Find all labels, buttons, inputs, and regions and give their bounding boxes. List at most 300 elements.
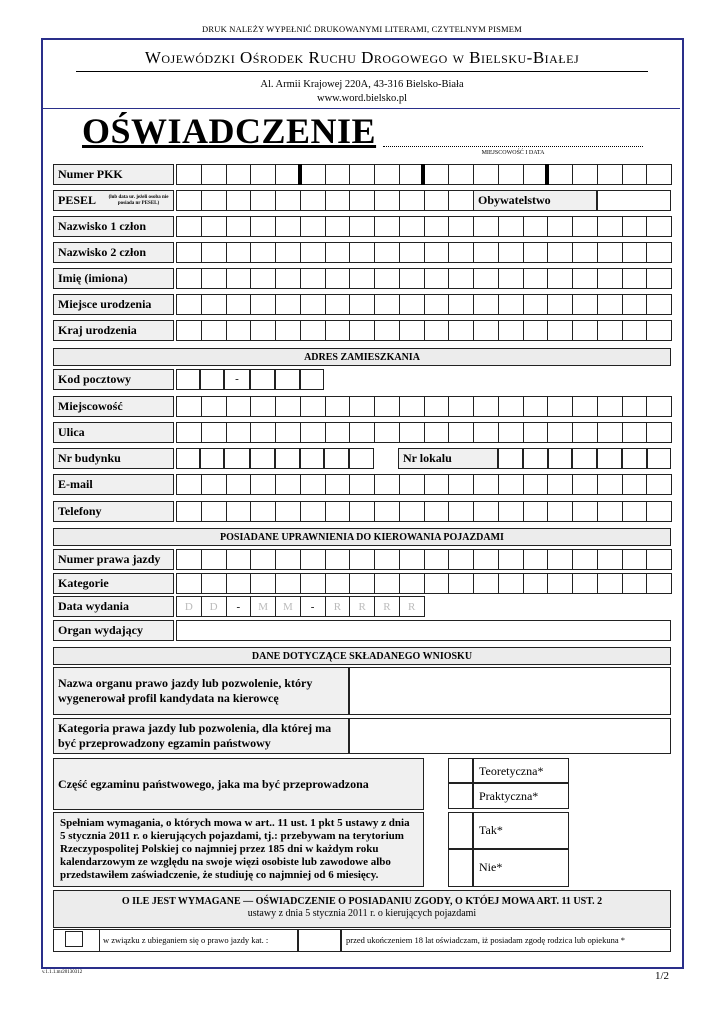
- first-names-cell[interactable]: [226, 268, 252, 289]
- email-cell[interactable]: [349, 474, 375, 495]
- birth-country-cell[interactable]: [448, 320, 474, 341]
- license-number-cell[interactable]: [201, 549, 227, 570]
- email-cell[interactable]: [176, 474, 202, 495]
- first-names-cell[interactable]: [349, 268, 375, 289]
- city-cell[interactable]: [201, 396, 227, 417]
- pkk-cell[interactable]: [498, 164, 524, 185]
- pkk-cell[interactable]: [572, 164, 598, 185]
- categories-cell[interactable]: [176, 573, 202, 594]
- building-cell[interactable]: [349, 448, 374, 469]
- surname2-cell[interactable]: [349, 242, 375, 263]
- categories-cell[interactable]: [250, 573, 276, 594]
- surname1-cell[interactable]: [448, 216, 474, 237]
- first-names-label: Imię (imiona): [53, 268, 174, 289]
- surname1-cell[interactable]: [622, 216, 648, 237]
- first-names-cell[interactable]: [176, 268, 202, 289]
- postal-code-cell[interactable]: [300, 369, 324, 390]
- pesel-cell[interactable]: [349, 190, 375, 211]
- pesel-cell[interactable]: [448, 190, 474, 211]
- pkk-cell[interactable]: [201, 164, 227, 185]
- email-cell[interactable]: [300, 474, 326, 495]
- surname1-cell[interactable]: [473, 216, 499, 237]
- date-cell[interactable]: D: [201, 596, 227, 617]
- birth-place-cell[interactable]: [498, 294, 524, 315]
- org-website[interactable]: www.word.bielsko.pl: [316, 93, 408, 104]
- email-cell[interactable]: [275, 474, 301, 495]
- email-cell[interactable]: [622, 474, 648, 495]
- categories-cell[interactable]: [523, 573, 549, 594]
- phones-cell[interactable]: [374, 501, 400, 522]
- surname2-cell[interactable]: [374, 242, 400, 263]
- birth-country-cell[interactable]: [226, 320, 252, 341]
- birth-country-cell[interactable]: [176, 320, 202, 341]
- surname1-cell[interactable]: [399, 216, 425, 237]
- postal-code-cell[interactable]: [250, 369, 275, 390]
- email-cell[interactable]: [424, 474, 450, 495]
- birth-place-cell[interactable]: [300, 294, 326, 315]
- phones-cell[interactable]: [349, 501, 375, 522]
- consent-checkbox[interactable]: [65, 931, 83, 947]
- pkk-cell[interactable]: [250, 164, 276, 185]
- apartment-cell[interactable]: [523, 448, 548, 469]
- categories-cell[interactable]: [325, 573, 351, 594]
- phones-cell[interactable]: [226, 501, 252, 522]
- phones-cell[interactable]: [523, 501, 549, 522]
- pesel-cell[interactable]: [201, 190, 227, 211]
- email-cell[interactable]: [473, 474, 499, 495]
- phones-cell[interactable]: [622, 501, 648, 522]
- birth-place-cell[interactable]: [275, 294, 301, 315]
- date-cell[interactable]: M: [275, 596, 301, 617]
- pkk-cell[interactable]: [300, 164, 326, 185]
- city-cell[interactable]: [448, 396, 474, 417]
- city-cell[interactable]: [473, 396, 499, 417]
- surname1-cell[interactable]: [374, 216, 400, 237]
- birth-country-cell[interactable]: [498, 320, 524, 341]
- surname1-cell[interactable]: [349, 216, 375, 237]
- categories-cell[interactable]: [572, 573, 598, 594]
- pkk-cell[interactable]: [448, 164, 474, 185]
- categories-cell[interactable]: [300, 573, 326, 594]
- surname1-cell[interactable]: [275, 216, 301, 237]
- building-cell[interactable]: [250, 448, 275, 469]
- street-cell[interactable]: [597, 422, 623, 443]
- birth-place-cell[interactable]: [523, 294, 549, 315]
- date-cell[interactable]: D: [176, 596, 202, 617]
- birth-country-cell[interactable]: [473, 320, 499, 341]
- phones-cell[interactable]: [473, 501, 499, 522]
- surname1-cell[interactable]: [597, 216, 623, 237]
- phones-cell[interactable]: [572, 501, 598, 522]
- surname2-cell[interactable]: [300, 242, 326, 263]
- birth-country-cell[interactable]: [300, 320, 326, 341]
- surname1-cell[interactable]: [498, 216, 524, 237]
- pesel-cell[interactable]: [399, 190, 425, 211]
- phones-cell[interactable]: [646, 501, 672, 522]
- email-cell[interactable]: [325, 474, 351, 495]
- date-cell[interactable]: R: [399, 596, 425, 617]
- date-cell[interactable]: M: [250, 596, 276, 617]
- phones-cell[interactable]: [275, 501, 301, 522]
- apartment-cell[interactable]: [548, 448, 572, 469]
- surname2-cell[interactable]: [597, 242, 623, 263]
- surname2-cell[interactable]: [325, 242, 351, 263]
- apartment-cell[interactable]: [622, 448, 647, 469]
- birth-place-cell[interactable]: [250, 294, 276, 315]
- phones-cell[interactable]: [250, 501, 276, 522]
- street-cell[interactable]: [176, 422, 202, 443]
- email-cell[interactable]: [646, 474, 672, 495]
- birth-place-cell[interactable]: [325, 294, 351, 315]
- license-number-cell[interactable]: [349, 549, 375, 570]
- pkk-cell[interactable]: [176, 164, 202, 185]
- birth-place-cell[interactable]: [399, 294, 425, 315]
- first-names-cell[interactable]: [498, 268, 524, 289]
- categories-cell[interactable]: [399, 573, 425, 594]
- license-number-cell[interactable]: [597, 549, 623, 570]
- consent-category-field[interactable]: [298, 929, 341, 952]
- postal-code-cell[interactable]: [200, 369, 224, 390]
- categories-cell[interactable]: [275, 573, 301, 594]
- consent-text-left: w związku z ubieganiem się o prawo jazdy kat. :: [99, 929, 298, 952]
- phones-cell[interactable]: [399, 501, 425, 522]
- first-names-cell[interactable]: [547, 268, 573, 289]
- email-cell[interactable]: [374, 474, 400, 495]
- email-cell[interactable]: [498, 474, 524, 495]
- pkk-cell[interactable]: [374, 164, 400, 185]
- birth-place-cell[interactable]: [374, 294, 400, 315]
- street-label: Ulica: [53, 422, 174, 443]
- surname1-cell[interactable]: [176, 216, 202, 237]
- license-number-cell[interactable]: [523, 549, 549, 570]
- postal-code-cell[interactable]: [176, 369, 200, 390]
- surname2-cell[interactable]: [547, 242, 573, 263]
- license-number-cell[interactable]: [646, 549, 672, 570]
- birth-country-cell[interactable]: [349, 320, 375, 341]
- street-cell[interactable]: [275, 422, 301, 443]
- pkk-cell[interactable]: [547, 164, 573, 185]
- surname2-cell[interactable]: [646, 242, 672, 263]
- first-names-cell[interactable]: [250, 268, 276, 289]
- first-names-cell[interactable]: [572, 268, 598, 289]
- birth-place-cell[interactable]: [622, 294, 648, 315]
- pkk-cell[interactable]: [646, 164, 672, 185]
- surname2-cell[interactable]: [622, 242, 648, 263]
- categories-cell[interactable]: [498, 573, 524, 594]
- place-date-line[interactable]: [383, 145, 643, 147]
- phones-cell[interactable]: [325, 501, 351, 522]
- city-cell[interactable]: [325, 396, 351, 417]
- phones-cell[interactable]: [201, 501, 227, 522]
- birth-place-cell[interactable]: [597, 294, 623, 315]
- categories-cell[interactable]: [646, 573, 672, 594]
- first-names-cell[interactable]: [424, 268, 450, 289]
- surname2-cell[interactable]: [572, 242, 598, 263]
- city-cell[interactable]: [572, 396, 598, 417]
- pkk-cell[interactable]: [473, 164, 499, 185]
- street-cell[interactable]: [448, 422, 474, 443]
- first-names-cell[interactable]: [275, 268, 301, 289]
- surname2-cell[interactable]: [275, 242, 301, 263]
- first-names-cell[interactable]: [325, 268, 351, 289]
- street-cell[interactable]: [622, 422, 648, 443]
- first-names-cell[interactable]: [399, 268, 425, 289]
- issuer-profile-field[interactable]: [349, 667, 671, 715]
- exam-category-label: Kategoria prawa jazdy lub pozwolenia, dla której ma być przeprowadzony egzamin państwowy: [53, 718, 349, 754]
- email-cell[interactable]: [399, 474, 425, 495]
- birth-country-cell[interactable]: [201, 320, 227, 341]
- birth-country-cell[interactable]: [275, 320, 301, 341]
- email-cell[interactable]: [523, 474, 549, 495]
- first-names-cell[interactable]: [646, 268, 672, 289]
- surname2-cell[interactable]: [226, 242, 252, 263]
- phones-cell[interactable]: [448, 501, 474, 522]
- pesel-cell[interactable]: [424, 190, 450, 211]
- requirements-no-checkbox[interactable]: [448, 849, 473, 887]
- pkk-cell[interactable]: [325, 164, 351, 185]
- email-cell[interactable]: [201, 474, 227, 495]
- surname1-cell[interactable]: [300, 216, 326, 237]
- street-cell[interactable]: [547, 422, 573, 443]
- birth-country-cell[interactable]: [523, 320, 549, 341]
- surname2-cell[interactable]: [498, 242, 524, 263]
- pkk-cell[interactable]: [424, 164, 450, 185]
- surname2-cell[interactable]: [176, 242, 202, 263]
- license-number-cell[interactable]: [275, 549, 301, 570]
- categories-cell[interactable]: [547, 573, 573, 594]
- license-number-cell[interactable]: [572, 549, 598, 570]
- email-cell[interactable]: [547, 474, 573, 495]
- date-separator: -: [300, 596, 326, 617]
- pesel-cell[interactable]: [275, 190, 301, 211]
- license-number-cell[interactable]: [498, 549, 524, 570]
- apartment-cell[interactable]: [647, 448, 671, 469]
- pkk-cell[interactable]: [622, 164, 648, 185]
- city-cell[interactable]: [176, 396, 202, 417]
- birth-country-cell[interactable]: [597, 320, 623, 341]
- birth-country-cell[interactable]: [547, 320, 573, 341]
- categories-cell[interactable]: [201, 573, 227, 594]
- license-number-cell[interactable]: [622, 549, 648, 570]
- pkk-cell[interactable]: [349, 164, 375, 185]
- birth-place-cell[interactable]: [201, 294, 227, 315]
- postal-code-cell[interactable]: [275, 369, 300, 390]
- first-names-cell[interactable]: [448, 268, 474, 289]
- birth-place-cell[interactable]: [424, 294, 450, 315]
- license-number-cell[interactable]: [300, 549, 326, 570]
- birth-country-cell[interactable]: [374, 320, 400, 341]
- pkk-cell[interactable]: [597, 164, 623, 185]
- city-cell[interactable]: [646, 396, 672, 417]
- surname1-cell[interactable]: [547, 216, 573, 237]
- street-cell[interactable]: [523, 422, 549, 443]
- exam-practical-label: Praktyczna*: [473, 783, 569, 809]
- birth-country-cell[interactable]: [424, 320, 450, 341]
- birth-place-cell[interactable]: [572, 294, 598, 315]
- birth-place-cell[interactable]: [226, 294, 252, 315]
- building-cell[interactable]: [324, 448, 349, 469]
- first-names-cell[interactable]: [300, 268, 326, 289]
- street-cell[interactable]: [646, 422, 672, 443]
- surname1-cell[interactable]: [325, 216, 351, 237]
- city-cell[interactable]: [300, 396, 326, 417]
- birth-place-cell[interactable]: [473, 294, 499, 315]
- categories-cell[interactable]: [622, 573, 648, 594]
- pkk-separator: [298, 164, 302, 185]
- license-number-cell[interactable]: [547, 549, 573, 570]
- license-number-cell[interactable]: [448, 549, 474, 570]
- birth-country-cell[interactable]: [399, 320, 425, 341]
- birth-country-cell[interactable]: [646, 320, 672, 341]
- street-cell[interactable]: [424, 422, 450, 443]
- apartment-cell[interactable]: [597, 448, 622, 469]
- first-names-cell[interactable]: [473, 268, 499, 289]
- surname1-cell[interactable]: [201, 216, 227, 237]
- building-cell[interactable]: [200, 448, 224, 469]
- pkk-cell[interactable]: [275, 164, 301, 185]
- phones-cell[interactable]: [176, 501, 202, 522]
- birth-country-cell[interactable]: [572, 320, 598, 341]
- birth-place-cell[interactable]: [547, 294, 573, 315]
- birth-country-cell[interactable]: [250, 320, 276, 341]
- email-cell[interactable]: [448, 474, 474, 495]
- apartment-cell[interactable]: [498, 448, 523, 469]
- street-cell[interactable]: [201, 422, 227, 443]
- street-cell[interactable]: [473, 422, 499, 443]
- city-cell[interactable]: [374, 396, 400, 417]
- phones-cell[interactable]: [424, 501, 450, 522]
- city-cell[interactable]: [250, 396, 276, 417]
- pesel-cell[interactable]: [176, 190, 202, 211]
- birth-place-cell[interactable]: [646, 294, 672, 315]
- exam-practical-checkbox[interactable]: [448, 783, 473, 809]
- street-cell[interactable]: [498, 422, 524, 443]
- categories-cell[interactable]: [424, 573, 450, 594]
- first-names-cell[interactable]: [622, 268, 648, 289]
- surname2-cell[interactable]: [448, 242, 474, 263]
- city-cell[interactable]: [498, 396, 524, 417]
- phones-cell[interactable]: [547, 501, 573, 522]
- apartment-cell[interactable]: [572, 448, 597, 469]
- birth-place-cell[interactable]: [349, 294, 375, 315]
- street-cell[interactable]: [349, 422, 375, 443]
- surname2-cell[interactable]: [523, 242, 549, 263]
- categories-cell[interactable]: [448, 573, 474, 594]
- phones-cell[interactable]: [597, 501, 623, 522]
- surname2-cell[interactable]: [473, 242, 499, 263]
- email-cell[interactable]: [226, 474, 252, 495]
- surname1-cell[interactable]: [226, 216, 252, 237]
- first-names-cell[interactable]: [523, 268, 549, 289]
- city-cell[interactable]: [275, 396, 301, 417]
- categories-cell[interactable]: [473, 573, 499, 594]
- email-cell[interactable]: [597, 474, 623, 495]
- city-cell[interactable]: [547, 396, 573, 417]
- email-cell[interactable]: [572, 474, 598, 495]
- license-number-cell[interactable]: [473, 549, 499, 570]
- license-number-cell[interactable]: [374, 549, 400, 570]
- requirements-yes-checkbox[interactable]: [448, 812, 473, 849]
- first-names-cell[interactable]: [597, 268, 623, 289]
- pesel-cell[interactable]: [226, 190, 252, 211]
- categories-cell[interactable]: [349, 573, 375, 594]
- surname2-cell[interactable]: [250, 242, 276, 263]
- city-cell[interactable]: [597, 396, 623, 417]
- phones-cell[interactable]: [498, 501, 524, 522]
- license-number-cell[interactable]: [250, 549, 276, 570]
- city-cell[interactable]: [622, 396, 648, 417]
- building-cell[interactable]: [300, 448, 324, 469]
- categories-cell[interactable]: [226, 573, 252, 594]
- birth-country-cell[interactable]: [622, 320, 648, 341]
- street-cell[interactable]: [226, 422, 252, 443]
- license-number-cell[interactable]: [424, 549, 450, 570]
- surname1-cell[interactable]: [424, 216, 450, 237]
- pesel-cell[interactable]: [250, 190, 276, 211]
- birth-country-cell[interactable]: [325, 320, 351, 341]
- city-cell[interactable]: [523, 396, 549, 417]
- date-cell[interactable]: R: [349, 596, 375, 617]
- street-cell[interactable]: [572, 422, 598, 443]
- surname2-cell[interactable]: [424, 242, 450, 263]
- license-number-cell[interactable]: [325, 549, 351, 570]
- building-cell[interactable]: [224, 448, 250, 469]
- date-cell[interactable]: R: [325, 596, 351, 617]
- pesel-cell[interactable]: [300, 190, 326, 211]
- surname1-cell[interactable]: [572, 216, 598, 237]
- postal-code-dash: -: [224, 369, 250, 390]
- pkk-cell[interactable]: [226, 164, 252, 185]
- birth-place-cell[interactable]: [176, 294, 202, 315]
- categories-cell[interactable]: [374, 573, 400, 594]
- surname1-cell[interactable]: [523, 216, 549, 237]
- consent-header: [53, 890, 671, 928]
- phones-cell[interactable]: [300, 501, 326, 522]
- building-cell[interactable]: [176, 448, 200, 469]
- citizenship-field[interactable]: [597, 190, 671, 211]
- surname2-cell[interactable]: [399, 242, 425, 263]
- street-cell[interactable]: [374, 422, 400, 443]
- exam-category-field[interactable]: [349, 718, 671, 754]
- date-cell[interactable]: R: [374, 596, 400, 617]
- categories-cell[interactable]: [597, 573, 623, 594]
- city-cell[interactable]: [226, 396, 252, 417]
- pesel-cell[interactable]: [325, 190, 351, 211]
- surname2-cell[interactable]: [201, 242, 227, 263]
- birth-place-cell[interactable]: [448, 294, 474, 315]
- street-cell[interactable]: [300, 422, 326, 443]
- first-names-cell[interactable]: [201, 268, 227, 289]
- issuer-field[interactable]: [176, 620, 671, 641]
- surname1-cell[interactable]: [250, 216, 276, 237]
- license-number-cell[interactable]: [226, 549, 252, 570]
- city-cell[interactable]: [349, 396, 375, 417]
- pesel-cell[interactable]: [374, 190, 400, 211]
- email-cell[interactable]: [250, 474, 276, 495]
- building-cell[interactable]: [275, 448, 300, 469]
- city-cell[interactable]: [399, 396, 425, 417]
- city-cell[interactable]: [424, 396, 450, 417]
- street-cell[interactable]: [399, 422, 425, 443]
- surname1-cell[interactable]: [646, 216, 672, 237]
- first-names-cell[interactable]: [374, 268, 400, 289]
- license-number-cell[interactable]: [399, 549, 425, 570]
- street-cell[interactable]: [325, 422, 351, 443]
- print-notice: DRUK NALEŻY WYPEŁNIĆ DRUKOWANYMI LITERAMI, CZYTELNYM PISMEM: [202, 24, 522, 34]
- street-cell[interactable]: [250, 422, 276, 443]
- license-number-cell[interactable]: [176, 549, 202, 570]
- exam-theory-checkbox[interactable]: [448, 758, 473, 783]
